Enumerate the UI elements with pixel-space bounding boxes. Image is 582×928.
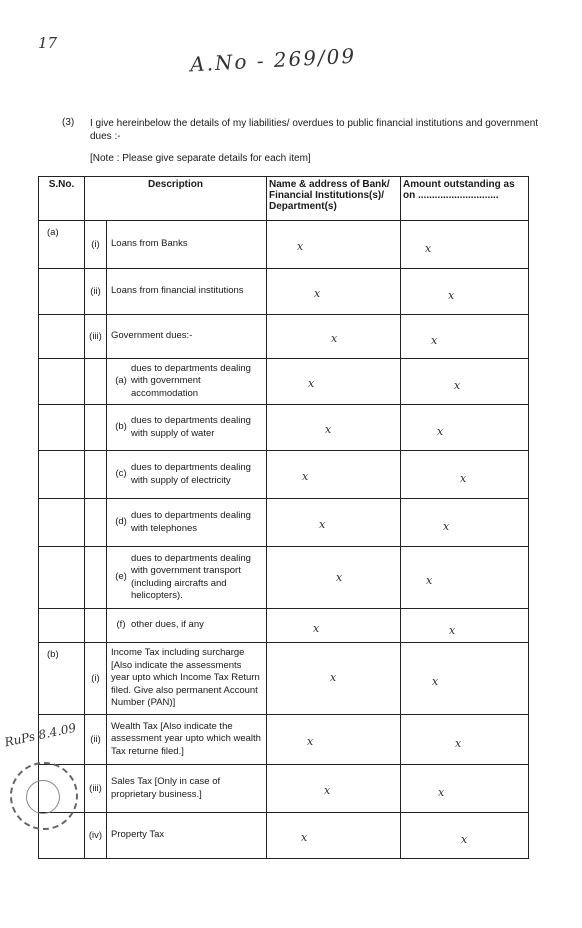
row-cross-mark: x bbox=[297, 239, 304, 253]
table-row bbox=[39, 315, 529, 359]
row-cross-mark: x bbox=[426, 574, 433, 588]
table-row bbox=[39, 643, 529, 715]
row-desc-text: dues to departments dealing with government accommodation bbox=[131, 362, 251, 399]
row-letter: (b) bbox=[115, 421, 127, 433]
header-name-address: Name & address of Bank/ Financial Institutions(s)/ Department(s) bbox=[267, 177, 401, 221]
row-desc-text: dues to departments dealing with supply of water bbox=[131, 415, 251, 439]
row-sno bbox=[39, 315, 85, 359]
row-desc-text: other dues, if any bbox=[131, 619, 204, 631]
row-amount-cell bbox=[401, 451, 529, 499]
row-roman bbox=[85, 609, 107, 643]
row-name-address-cell bbox=[267, 499, 401, 547]
row-letter: (c) bbox=[115, 468, 127, 480]
row-cross-mark: x bbox=[308, 377, 315, 390]
row-roman bbox=[85, 499, 107, 547]
row-name-address-cell bbox=[267, 609, 401, 643]
row-name-address-cell bbox=[267, 405, 401, 451]
row-desc-text: dues to departments dealing with supply of electricity bbox=[131, 462, 251, 486]
row-roman: (i) bbox=[85, 643, 107, 715]
row-description bbox=[107, 547, 267, 609]
row-cross-mark: x bbox=[449, 623, 456, 637]
row-cross-mark: x bbox=[431, 334, 438, 348]
row-name-address-cell bbox=[267, 359, 401, 405]
row-sno: (b) bbox=[39, 643, 85, 715]
row-roman bbox=[85, 405, 107, 451]
row-amount-cell bbox=[401, 715, 529, 765]
table-row bbox=[39, 451, 529, 499]
header-description: Description bbox=[85, 177, 267, 221]
table-row bbox=[39, 221, 529, 269]
table-row bbox=[39, 499, 529, 547]
row-sno bbox=[39, 547, 85, 609]
row-amount-cell bbox=[401, 609, 529, 643]
row-sno: (a) bbox=[39, 221, 85, 269]
row-amount-cell bbox=[401, 765, 529, 813]
handwritten-reference: A.No - 269/09 bbox=[189, 43, 357, 77]
row-letter: (d) bbox=[115, 516, 127, 528]
row-amount-cell bbox=[401, 221, 529, 269]
row-cross-mark: x bbox=[455, 737, 462, 751]
row-description bbox=[107, 451, 267, 499]
row-cross-mark: x bbox=[432, 674, 439, 688]
row-roman: (iii) bbox=[85, 765, 107, 813]
row-letter: (e) bbox=[115, 571, 127, 583]
page-number: 17 bbox=[38, 34, 58, 52]
row-description bbox=[107, 499, 267, 547]
row-name-address-cell bbox=[267, 221, 401, 269]
table-row bbox=[39, 715, 529, 765]
row-description: Loans from financial institutions bbox=[107, 269, 267, 315]
row-name-address-cell bbox=[267, 451, 401, 499]
row-name-address-cell bbox=[267, 715, 401, 765]
row-cross-mark: x bbox=[330, 671, 337, 685]
row-cross-mark: x bbox=[448, 289, 455, 303]
row-cross-mark: x bbox=[438, 786, 445, 800]
section-number: (3) bbox=[62, 117, 75, 128]
row-description: Sales Tax [Only in case of proprietary business.] bbox=[107, 765, 267, 813]
row-description: Property Tax bbox=[107, 813, 267, 859]
row-cross-mark: x bbox=[307, 734, 314, 748]
row-letter: (a) bbox=[115, 375, 127, 387]
row-cross-mark: x bbox=[313, 622, 320, 636]
row-cross-mark: x bbox=[302, 469, 309, 483]
row-sno bbox=[39, 405, 85, 451]
row-cross-mark: x bbox=[443, 520, 450, 534]
row-amount-cell bbox=[401, 315, 529, 359]
row-roman: (iv) bbox=[85, 813, 107, 859]
table-row bbox=[39, 813, 529, 859]
row-cross-mark: x bbox=[301, 831, 308, 844]
row-description: Loans from Banks bbox=[107, 221, 267, 269]
margin-initials: RuPs 8.4.09 bbox=[3, 720, 78, 750]
note-text: [Note : Please give separate details for each item] bbox=[90, 153, 311, 164]
row-sno bbox=[39, 269, 85, 315]
table-header-row bbox=[39, 177, 529, 221]
row-roman: (ii) bbox=[85, 269, 107, 315]
row-desc-text: dues to departments dealing with telephones bbox=[131, 510, 251, 534]
row-roman: (i) bbox=[85, 221, 107, 269]
row-name-address-cell bbox=[267, 643, 401, 715]
row-amount-cell bbox=[401, 547, 529, 609]
row-cross-mark: x bbox=[336, 571, 343, 585]
row-cross-mark: x bbox=[319, 517, 326, 531]
row-cross-mark: x bbox=[425, 242, 432, 256]
row-name-address-cell bbox=[267, 269, 401, 315]
row-description: Income Tax including surcharge [Also indicate the assessments year upto which Income Tax Return filed. Give also permanent Account Number (PAN)] bbox=[107, 643, 267, 715]
intro-text: I give hereinbelow the details of my liabilities/ overdues to public financial institutions and government dues :- bbox=[90, 118, 539, 142]
header-amount: Amount outstanding as on ............................. bbox=[401, 177, 529, 221]
table-row bbox=[39, 359, 529, 405]
table-row bbox=[39, 405, 529, 451]
row-name-address-cell bbox=[267, 813, 401, 859]
row-cross-mark: x bbox=[314, 287, 321, 300]
table-row bbox=[39, 547, 529, 609]
row-amount-cell bbox=[401, 269, 529, 315]
row-roman bbox=[85, 359, 107, 405]
row-description: Wealth Tax [Also indicate the assessment year upto which wealth Tax returne filed.] bbox=[107, 715, 267, 765]
row-cross-mark: x bbox=[460, 472, 467, 486]
row-sno bbox=[39, 609, 85, 643]
table-row bbox=[39, 765, 529, 813]
seal-inner-ring bbox=[26, 780, 60, 814]
row-cross-mark: x bbox=[324, 783, 331, 797]
row-name-address-cell bbox=[267, 315, 401, 359]
row-letter: (f) bbox=[116, 619, 126, 631]
row-roman: (iii) bbox=[85, 315, 107, 359]
row-cross-mark: x bbox=[331, 332, 338, 346]
row-cross-mark: x bbox=[437, 425, 444, 439]
row-amount-cell bbox=[401, 405, 529, 451]
row-roman bbox=[85, 547, 107, 609]
row-roman: (ii) bbox=[85, 715, 107, 765]
row-sno bbox=[39, 499, 85, 547]
row-sno bbox=[39, 359, 85, 405]
table-row bbox=[39, 269, 529, 315]
row-cross-mark: x bbox=[325, 423, 332, 436]
row-amount-cell bbox=[401, 813, 529, 859]
row-roman bbox=[85, 451, 107, 499]
row-name-address-cell bbox=[267, 547, 401, 609]
row-description bbox=[107, 609, 267, 643]
table-row bbox=[39, 609, 529, 643]
row-name-address-cell bbox=[267, 765, 401, 813]
row-amount-cell bbox=[401, 359, 529, 405]
row-description: Government dues:- bbox=[107, 315, 267, 359]
liabilities-table bbox=[38, 176, 529, 859]
row-cross-mark: x bbox=[461, 833, 468, 847]
row-amount-cell bbox=[401, 643, 529, 715]
row-description bbox=[107, 359, 267, 405]
row-description bbox=[107, 405, 267, 451]
row-desc-text: dues to departments dealing with government transport (including aircrafts and helicopters). bbox=[131, 552, 251, 601]
row-amount-cell bbox=[401, 499, 529, 547]
header-sno: S.No. bbox=[39, 177, 85, 221]
row-sno bbox=[39, 451, 85, 499]
row-cross-mark: x bbox=[454, 379, 461, 393]
